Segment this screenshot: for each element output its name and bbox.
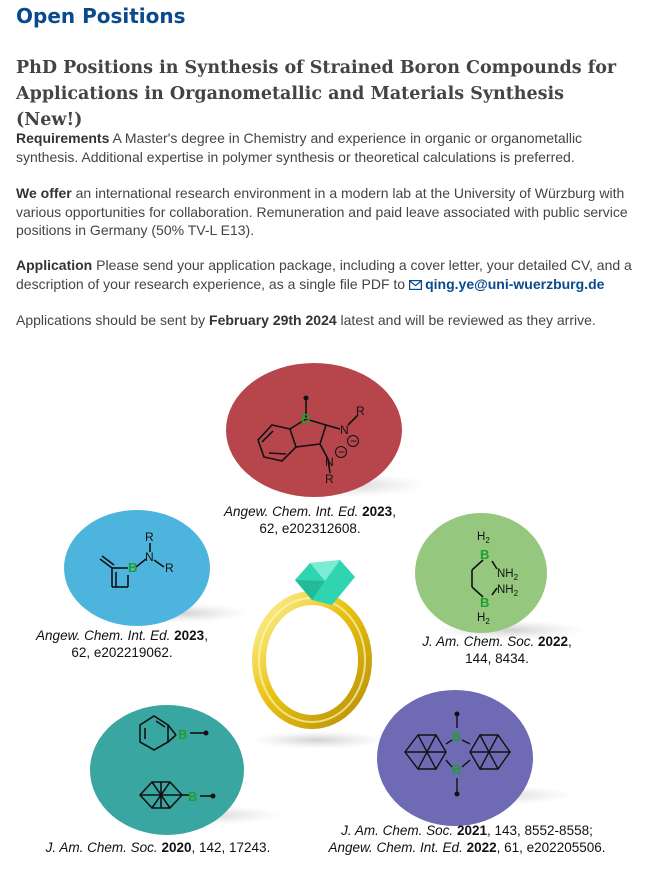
red-ellipse bbox=[226, 363, 402, 497]
application-text: Please send your application package, including a cover letter, your detailed CV, and a description of your research experience, as a single file PDF to bbox=[16, 257, 632, 292]
research-figure bbox=[0, 355, 664, 880]
email-link[interactable] bbox=[405, 276, 604, 292]
green-h2-top-label: $H_2$ bbox=[477, 531, 490, 545]
red-minus1-label: − bbox=[350, 434, 358, 448]
figure-graphic bbox=[0, 355, 664, 880]
envelope-icon bbox=[409, 280, 422, 290]
page-title: Open Positions bbox=[16, 4, 186, 28]
ring-illustration bbox=[259, 560, 365, 722]
job-title: PhD Positions in Synthesis of Strained Boron Compounds for Applications in Organometallic and Materials Synthesis (New!) bbox=[16, 58, 617, 130]
red-r2-label: R bbox=[325, 472, 334, 486]
application-paragraph bbox=[16, 256, 648, 293]
red-n1-label: N bbox=[340, 423, 349, 437]
offer-text: an international research environment in a modern lab at the University of Würzburg with various opportunities for collaboration. Remuneration and paid leave associated with public service positions in Germany (50% TV-L E13). bbox=[16, 185, 628, 238]
purple-ellipse bbox=[377, 690, 533, 826]
deadline-date: February 29th 2024 bbox=[209, 312, 337, 328]
citation-top: Angew. Chem. Int. Ed. 2023, 62, e202312608. bbox=[224, 504, 396, 536]
deadline-text-after: latest and will be reviewed as they arrive. bbox=[336, 312, 596, 328]
offer-label: We offer bbox=[16, 185, 72, 201]
green-boron-bottom-label: B bbox=[480, 595, 490, 610]
requirements-paragraph bbox=[16, 129, 648, 166]
teal-boron-top-label: B bbox=[178, 727, 188, 742]
red-n2-label: N bbox=[325, 455, 334, 469]
blue-r1-label: R bbox=[145, 530, 154, 544]
red-minus2-label: − bbox=[338, 445, 346, 459]
requirements-label: Requirements bbox=[16, 130, 110, 146]
purple-boron-bottom-label: B bbox=[452, 762, 462, 777]
green-nh2-top-label: $NH_2$ bbox=[497, 568, 519, 582]
green-nh2-bottom-label: $NH_2$ bbox=[497, 584, 519, 598]
red-r1-label: R bbox=[356, 404, 365, 418]
purple-boron-top-label: B bbox=[452, 729, 462, 744]
application-label: Application bbox=[16, 257, 93, 273]
deadline-text-before: Applications should be sent by bbox=[16, 312, 210, 328]
citation-bottom-right: J. Am. Chem. Soc. 2021, 143, 8552-8558; Angew. Chem. Int. Ed. 2022, 61, e202205506. bbox=[328, 823, 606, 855]
blue-r2-label: R bbox=[165, 561, 174, 575]
red-boron-label: B bbox=[301, 411, 311, 426]
teal-boron-bottom-label: B bbox=[188, 789, 198, 804]
offer-paragraph bbox=[16, 184, 648, 240]
blue-boron-label: B bbox=[128, 560, 138, 575]
green-h2-bottom-label: $H_2$ bbox=[477, 612, 490, 626]
blue-n-label: N bbox=[145, 550, 154, 564]
ring-shadow bbox=[250, 731, 386, 749]
email-address: qing.ye@uni-wuerzburg.de bbox=[425, 275, 605, 292]
green-boron-top-label: B bbox=[480, 547, 490, 562]
citation-right: J. Am. Chem. Soc. 2022, 144, 8434. bbox=[422, 634, 572, 666]
citation-bottom-left: J. Am. Chem. Soc. 2020, 142, 17243. bbox=[45, 840, 271, 855]
requirements-text: A Master's degree in Chemistry and experience in organic or organometallic synthesis. Additional expertise in polymer synthesis or theoretical calculations is preferred. bbox=[16, 130, 583, 165]
citation-left: Angew. Chem. Int. Ed. 2023, 62, e202219062. bbox=[36, 628, 208, 660]
deadline-paragraph bbox=[16, 311, 648, 330]
